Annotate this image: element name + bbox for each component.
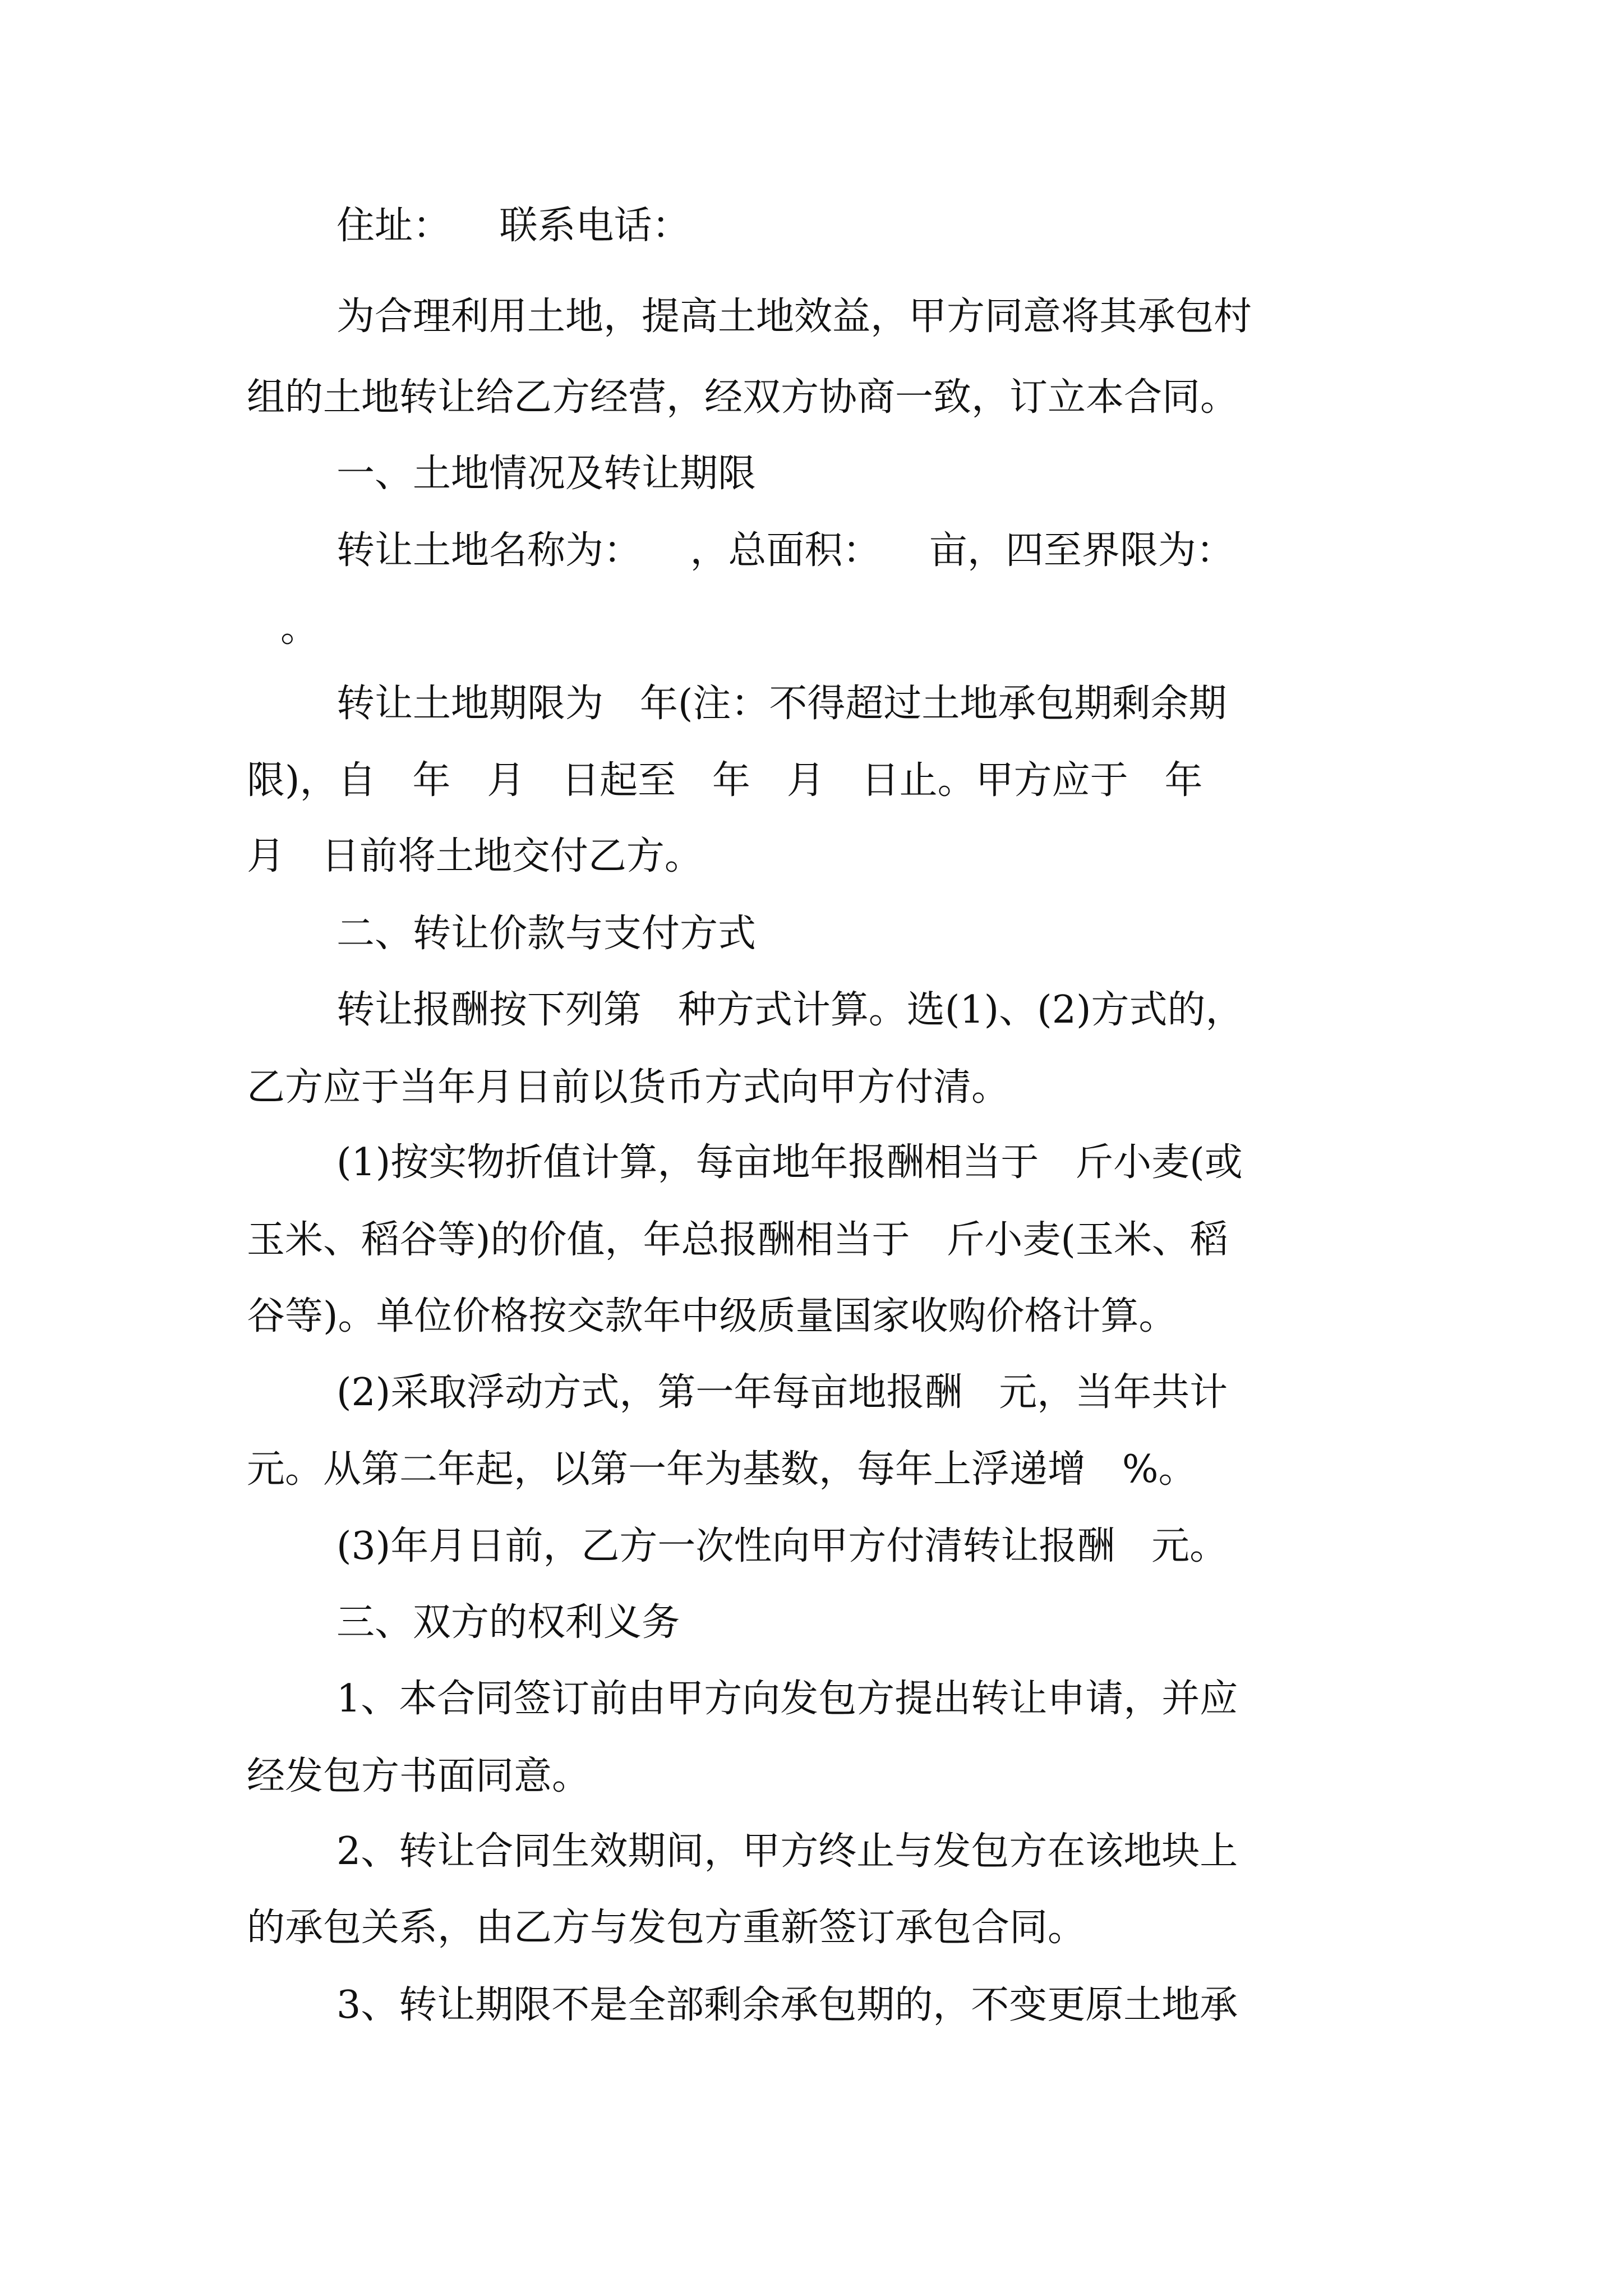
section-heading: 三、双方的权利义务 [336, 1600, 680, 1645]
paragraph-line: (3)年月日前，乙方一次性向甲方付清转让报酬 元。 [336, 1524, 1228, 1568]
paragraph-line: 转让报酬按下列第 种方式计算。选(1)、(2)方式的， [336, 988, 1244, 1032]
section-heading: 一、土地情况及转让期限 [336, 452, 757, 496]
paragraph-line: 1、本合同签订前由甲方向发包方提出转让申请，并应 [336, 1677, 1238, 1721]
paragraph-line: 元。从第二年起，以第一年为基数，每年上浮递增 %。 [247, 1447, 1197, 1492]
paragraph-line: 转让土地期限为 年(注：不得超过土地承包期剩余期 [336, 682, 1227, 726]
address-phone-line: 住址： 联系电话： [336, 204, 690, 248]
paragraph-line: 月 日前将土地交付乙方。 [247, 834, 703, 878]
paragraph-line: 转让土地名称为： ，总面积： 亩，四至界限为： [336, 528, 1234, 573]
paragraph-line: 玉米、稻谷等)的价值，年总报酬相当于 斤小麦(玉米、稻 [247, 1218, 1228, 1262]
section-heading: 二、转让价款与支付方式 [336, 912, 757, 956]
paragraph-line: 。 [280, 606, 319, 651]
paragraph-line: 2、转让合同生效期间，甲方终止与发包方在该地块上 [336, 1829, 1238, 1874]
paragraph-line: 谷等)。单位价格按交款年中级质量国家收购价格计算。 [247, 1294, 1177, 1338]
paragraph-line: 为合理利用土地，提高土地效益，甲方同意将其承包村 [336, 295, 1252, 339]
paragraph-line: 限)，自 年 月 日起至 年 月 日止。甲方应于 年 [247, 758, 1203, 803]
paragraph-line: 3、转让期限不是全部剩余承包期的，不变更原土地承 [336, 1983, 1238, 2027]
paragraph-line: 经发包方书面同意。 [247, 1754, 591, 1798]
paragraph-line: (1)按实物折值计算，每亩地年报酬相当于 斤小麦(或 [336, 1140, 1243, 1185]
paragraph-line: 的承包关系，由乙方与发包方重新签订承包合同。 [247, 1906, 1086, 1950]
paragraph-line: (2)采取浮动方式，第一年每亩地报酬 元，当年共计 [336, 1370, 1228, 1415]
paragraph-line: 组的土地转让给乙方经营，经双方协商一致，订立本合同。 [247, 375, 1239, 420]
paragraph-line: 乙方应于当年月日前以货币方式向甲方付清。 [247, 1065, 1010, 1110]
